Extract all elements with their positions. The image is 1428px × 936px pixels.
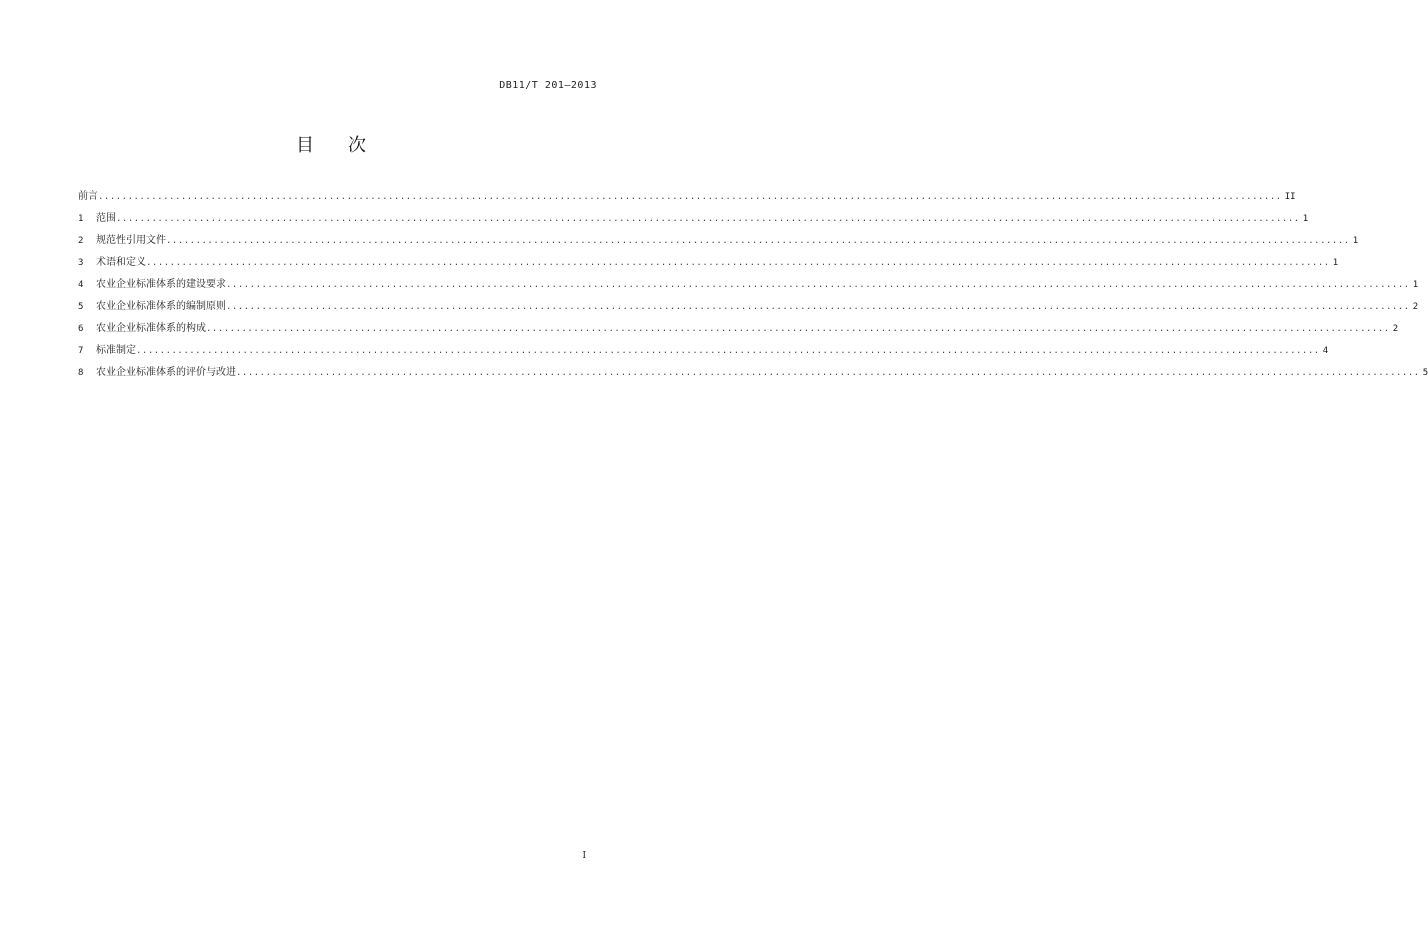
toc-entry-text: 前言	[78, 191, 98, 202]
toc-entry-number: 2	[78, 236, 84, 246]
toc-entry-page: 5	[1422, 368, 1428, 378]
toc-entry-number: 8	[78, 368, 84, 378]
toc-leader-dots: ........................................................................................................................................................................................................	[146, 258, 1330, 268]
toc-entry-page: II	[1284, 192, 1296, 202]
toc-entry-text: 术语和定义	[96, 257, 146, 268]
toc-entry-number: 7	[78, 346, 84, 356]
toc-entry-1[interactable]	[78, 209, 1309, 231]
toc-entry-number: 1	[78, 214, 84, 224]
toc-leader-dots: ........................................................................................................................................................................................................	[236, 368, 1420, 378]
toc-leader-dots: ........................................................................................................................................................................................................	[98, 192, 1282, 202]
toc-entry-page: 1	[1412, 280, 1419, 290]
toc-entry-3[interactable]	[78, 253, 1339, 275]
toc-entry-2[interactable]	[78, 231, 1359, 253]
toc-entry-8[interactable]	[78, 363, 1428, 385]
table-of-contents	[78, 187, 1428, 385]
toc-leader-dots: ........................................................................................................................................................................................................	[206, 324, 1390, 334]
toc-entry-page: 1	[1302, 214, 1309, 224]
toc-entry-number: 6	[78, 324, 84, 334]
toc-entry-foreword[interactable]	[78, 187, 1296, 209]
toc-entry-text: 农业企业标准体系的构成	[96, 323, 206, 334]
toc-entry-6[interactable]	[78, 319, 1399, 341]
toc-entry-page: 4	[1322, 346, 1329, 356]
toc-entry-text: 标准制定	[96, 345, 136, 356]
toc-entry-page: 2	[1412, 302, 1419, 312]
toc-entry-page: 1	[1332, 258, 1339, 268]
toc-entry-number: 3	[78, 258, 84, 268]
toc-leader-dots: ........................................................................................................................................................................................................	[226, 302, 1410, 312]
page-number: I	[582, 851, 586, 861]
toc-leader-dots: ........................................................................................................................................................................................................	[136, 346, 1320, 356]
toc-entry-text: 规范性引用文件	[96, 235, 166, 246]
toc-entry-text: 农业企业标准体系的编制原则	[96, 301, 226, 312]
toc-entry-text: 农业企业标准体系的建设要求	[96, 279, 226, 290]
toc-entry-text: 范围	[96, 213, 116, 224]
document-code: DB11/T 201—2013	[499, 80, 597, 91]
toc-entry-4[interactable]	[78, 275, 1419, 297]
toc-entry-text: 农业企业标准体系的评价与改进	[96, 367, 236, 378]
page-title: 目次	[296, 135, 400, 156]
toc-entry-page: 2	[1392, 324, 1399, 334]
toc-entry-page: 1	[1352, 236, 1359, 246]
toc-entry-number: 5	[78, 302, 84, 312]
toc-entry-7[interactable]	[78, 341, 1329, 363]
toc-leader-dots: ........................................................................................................................................................................................................	[226, 280, 1410, 290]
toc-leader-dots: ........................................................................................................................................................................................................	[116, 214, 1300, 224]
toc-entry-number: 4	[78, 280, 84, 290]
toc-entry-5[interactable]	[78, 297, 1419, 319]
toc-leader-dots: ........................................................................................................................................................................................................	[166, 236, 1350, 246]
